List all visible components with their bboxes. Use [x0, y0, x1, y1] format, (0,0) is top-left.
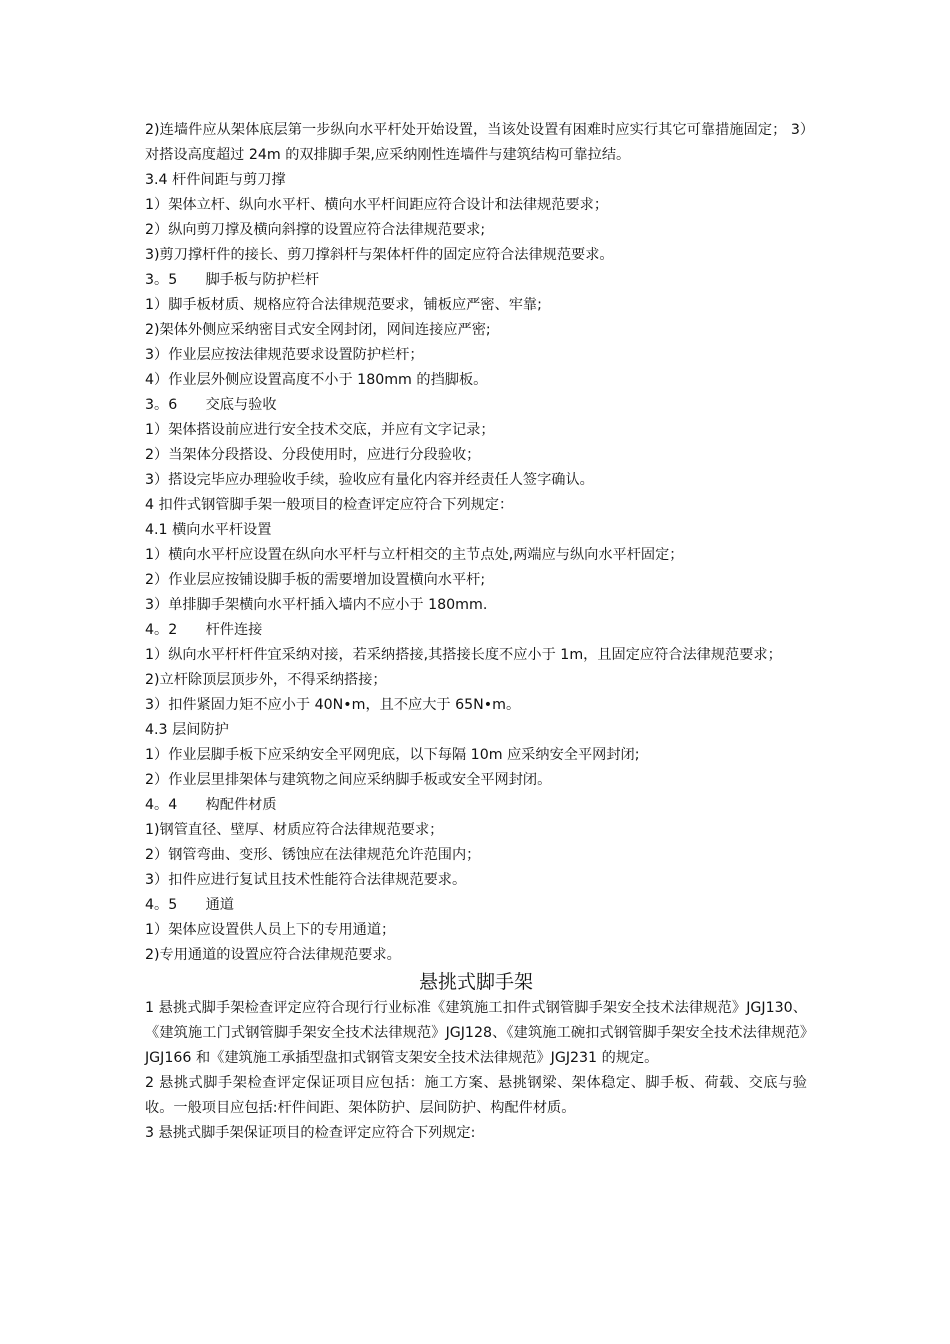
list-item: 1）作业层脚手板下应采纳安全平网兜底，以下每隔 10m 应采纳安全平网封闭;: [145, 747, 640, 763]
list-item: 4）作业层外侧应设置高度不小于 180mm 的挡脚板。: [145, 372, 488, 388]
list-item: 1）架体立杆、纵向水平杆、横向水平杆间距应符合设计和法律规范要求；: [145, 197, 609, 213]
list-item: 2)专用通道的设置应符合法律规范要求。: [145, 947, 401, 963]
paragraph-2: 2 悬挑式脚手架检查评定保证项目应包括：施工方案、悬挑钢梁、架体稳定、脚手板、荷载、交底与验收。一般项目应包括:杆件间距、架体防护、层间防护、构配件材质。: [145, 1075, 807, 1116]
list-item: 2）作业层里排架体与建筑物之间应采纳脚手板或安全平网封闭。: [145, 772, 552, 788]
heading-4-4: 4。4 构配件材质: [145, 797, 277, 813]
document-page: [145, 118, 807, 1146]
heading-4: 4 扣件式钢管脚手架一般项目的检查评定应符合下列规定：: [145, 497, 514, 513]
heading-4-3: 4.3 层间防护: [145, 722, 229, 738]
heading-4-2: 4。2 杆件连接: [145, 622, 263, 638]
list-item: 1）横向水平杆应设置在纵向水平杆与立杆相交的主节点处,两端应与纵向水平杆固定；: [145, 547, 684, 563]
list-item: 3）扣件紧固力矩不应小于 40N•m，且不应大于 65N•m。: [145, 697, 521, 713]
list-item: 3）作业层应按法律规范要求设置防护栏杆；: [145, 347, 424, 363]
list-item: 3)剪刀撑杆件的接长、剪刀撑斜杆与架体杆件的固定应符合法律规范要求。: [145, 247, 614, 263]
list-item: 2)架体外侧应采纳密目式安全网封闭，网间连接应严密;: [145, 322, 491, 338]
list-item: 1）架体搭设前应进行安全技术交底，并应有文字记录；: [145, 422, 495, 438]
list-item: 3）扣件应进行复试且技术性能符合法律规范要求。: [145, 872, 467, 888]
list-item: 2）纵向剪刀撑及横向斜撑的设置应符合法律规范要求;: [145, 222, 486, 238]
paragraph-1: 1 悬挑式脚手架检查评定应符合现行行业标准《建筑施工扣件式钢管脚手架安全技术法律规范》JGJ130、《建筑施工门式钢管脚手架安全技术法律规范》JGJ128、《建筑施工碗扣式钢管脚手架安全技术法律规范》JGJ166 和《建筑施工承插型盘扣式钢管支架安全技术法律规范》JGJ231 的规定。: [145, 1000, 807, 1066]
list-item: 1）架体应设置供人员上下的专用通道；: [145, 922, 396, 938]
list-item: 2）当架体分段搭设、分段使用时，应进行分段验收；: [145, 447, 481, 463]
heading-4-5: 4。5 通道: [145, 897, 234, 913]
list-item: 2）作业层应按铺设脚手板的需要增加设置横向水平杆;: [145, 572, 486, 588]
heading-3-5: 3。5 脚手板与防护栏杆: [145, 272, 320, 288]
list-item: 2)立杆除顶层顶步外，不得采纳搭接；: [145, 672, 387, 688]
list-item: 3）单排脚手架横向水平杆插入墙内不应小于 180mm.: [145, 597, 488, 613]
paragraph-3: 3 悬挑式脚手架保证项目的检查评定应符合下列规定:: [145, 1125, 476, 1141]
list-item: 1）脚手板材质、规格应符合法律规范要求，铺板应严密、牢靠;: [145, 297, 542, 313]
list-item: 3）搭设完毕应办理验收手续，验收应有量化内容并经责任人签字确认。: [145, 472, 594, 488]
heading-3-4: 3.4 杆件间距与剪刀撑: [145, 172, 286, 188]
heading-4-1: 4.1 横向水平杆设置: [145, 522, 272, 538]
list-item: 1)钢管直径、壁厚、材质应符合法律规范要求；: [145, 822, 444, 838]
list-item: 2）钢管弯曲、变形、锈蚀应在法律规范允许范围内；: [145, 847, 481, 863]
list-item: 1）纵向水平杆杆件宜采纳对接，若采纳搭接,其搭接长度不应小于 1m，且固定应符合法律规范要求；: [145, 647, 782, 663]
heading-3-6: 3。6 交底与验收: [145, 397, 277, 413]
paragraph-wall-ties: 2)连墙件应从架体底层第一步纵向水平杆处开始设置，当该处设置有困难时应实行其它可靠措施固定； 3）对搭设高度超过 24m 的双排脚手架,应采纳刚性连墙件与建筑结构可靠拉结。: [145, 122, 807, 163]
section-title: 悬挑式脚手架: [418, 971, 533, 993]
